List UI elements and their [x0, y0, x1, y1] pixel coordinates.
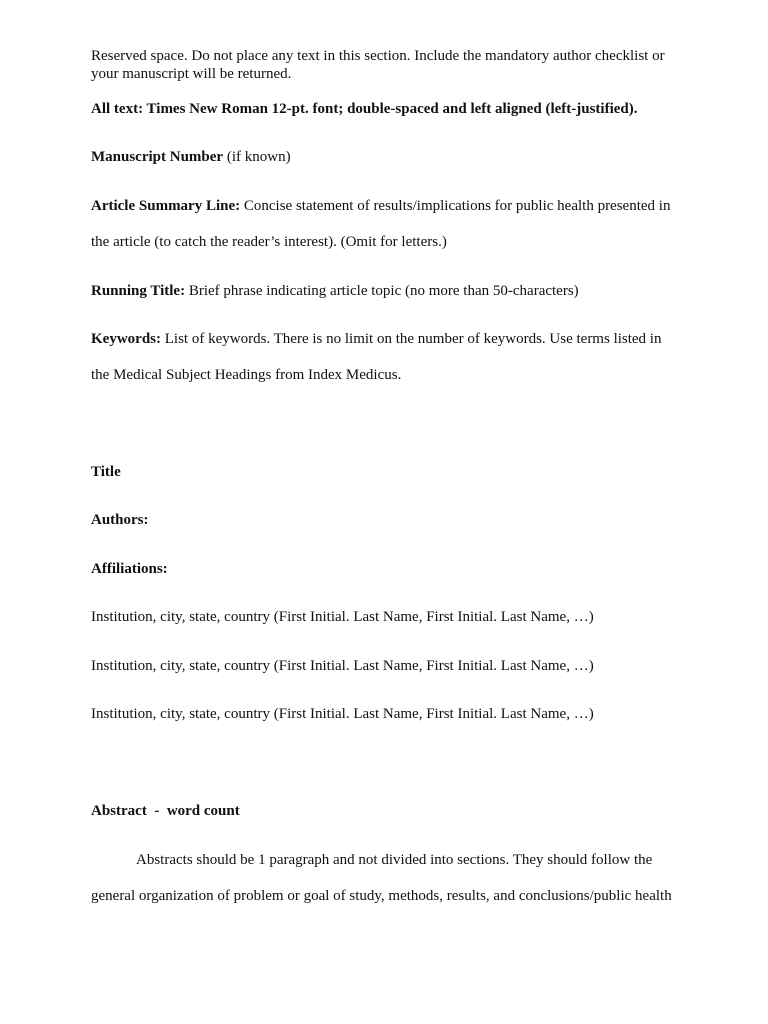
affiliations-label: Affiliations: — [91, 561, 168, 577]
summary-text-2: the article (to catch the reader’s interest). (Omit for letters.) — [91, 234, 447, 250]
manuscript-number-value: (if known) — [223, 149, 291, 165]
summary-text-1: Concise statement of results/implications for public health presented in — [240, 198, 671, 214]
manuscript-number-line — [91, 148, 691, 166]
abstract-text-1: Abstracts should be 1 paragraph and not divided into sections. They should follow the — [136, 852, 653, 868]
reserved-line-1: Reserved space. Do not place any text in this section. Include the mandatory author checklist or — [91, 48, 665, 64]
summary-line-1 — [91, 188, 691, 224]
abstract-text-2: general organization of problem or goal of study, methods, results, and conclusions/public health — [91, 888, 672, 904]
authors-label: Authors: — [91, 512, 149, 528]
running-title-label: Running Title: — [91, 283, 186, 299]
all-text-instruction: All text: Times New Roman 12-pt. font; double-spaced and left aligned (left-justified). — [91, 101, 638, 117]
keywords-text-2: the Medical Subject Headings from Index Medicus. — [91, 367, 402, 383]
abstract-heading-text: Abstract - word count — [91, 803, 240, 819]
abstract-heading — [91, 802, 691, 820]
affiliations-heading — [91, 560, 691, 578]
institution-line: Institution, city, state, country (First Initial. Last Name, First Initial. Last Name, …) — [91, 658, 594, 674]
keywords-text-1: List of keywords. There is no limit on the number of keywords. Use terms listed in — [161, 331, 662, 347]
abstract-line-1 — [91, 842, 691, 878]
keywords-label: Keywords: — [91, 331, 161, 347]
running-title-value: Brief phrase indicating article topic (no more than 50-characters) — [185, 283, 579, 299]
institution-line: Institution, city, state, country (First Initial. Last Name, First Initial. Last Name, …) — [91, 609, 594, 625]
title-heading — [91, 463, 691, 481]
abstract-paragraph — [91, 842, 691, 914]
keywords-line-1 — [91, 321, 691, 357]
reserved-space-note — [91, 47, 691, 83]
reserved-line-2: your manuscript will be returned. — [91, 66, 292, 82]
keywords-block — [91, 321, 691, 393]
institution-line: Institution, city, state, country (First Initial. Last Name, First Initial. Last Name, …) — [91, 706, 594, 722]
title-label: Title — [91, 464, 121, 480]
article-summary-line — [91, 188, 691, 260]
running-title-line — [91, 282, 691, 300]
authors-heading — [91, 511, 691, 529]
summary-label: Article Summary Line: — [91, 198, 241, 214]
manuscript-number-label: Manuscript Number — [91, 149, 224, 165]
formatting-instruction — [91, 100, 691, 118]
